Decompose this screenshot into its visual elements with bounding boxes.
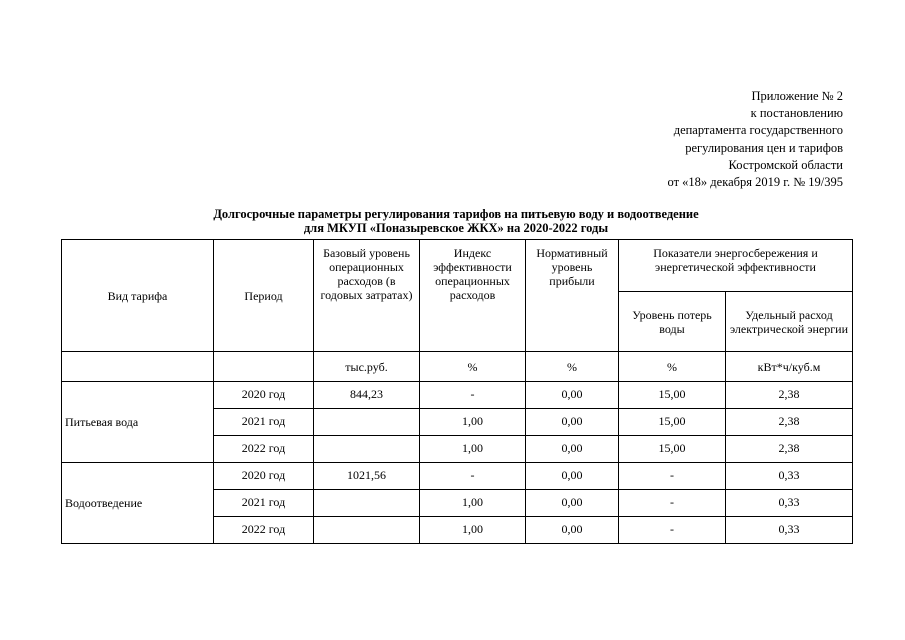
base-costs-cell bbox=[314, 490, 420, 517]
appendix-line: Приложение № 2 bbox=[751, 89, 843, 103]
normative-profit-cell: 0,00 bbox=[526, 409, 619, 436]
appendix-line: регулирования цен и тарифов bbox=[685, 140, 843, 155]
tariff-parameters-table bbox=[61, 239, 853, 544]
title-line: Долгосрочные параметры регулирования тарифов на питьевую воду и водоотведение bbox=[213, 207, 699, 221]
efficiency-index-cell: 1,00 bbox=[420, 436, 526, 463]
appendix-line: департамента государственного bbox=[673, 123, 843, 138]
normative-profit-cell: 0,00 bbox=[526, 490, 619, 517]
header-period: Период bbox=[214, 240, 314, 352]
tariff-type-cell: Питьевая вода bbox=[62, 382, 214, 463]
header-electricity: Удельный расход электрической энергии bbox=[726, 292, 853, 352]
base-costs-cell bbox=[314, 436, 420, 463]
header-normative-profit: Нормативный уровень прибыли bbox=[526, 240, 619, 352]
period-cell: 2022 год bbox=[214, 517, 314, 544]
appendix-line: к постановлению bbox=[750, 106, 843, 121]
period-cell: 2021 год bbox=[214, 409, 314, 436]
normative-profit-cell: 0,00 bbox=[526, 436, 619, 463]
period-cell: 2022 год bbox=[214, 436, 314, 463]
tariff-type-cell: Водоотведение bbox=[62, 463, 214, 544]
efficiency-index-cell: 1,00 bbox=[420, 490, 526, 517]
electricity-cell: 0,33 bbox=[726, 463, 853, 490]
header-base-costs: Базовый уровень операционных расходов (в годовых затратах) bbox=[314, 240, 420, 352]
water-loss-cell: - bbox=[619, 463, 726, 490]
efficiency-index-cell: - bbox=[420, 382, 526, 409]
unit-efficiency-index: % bbox=[420, 352, 526, 382]
water-loss-cell: 15,00 bbox=[619, 382, 726, 409]
appendix-line: от «18» декабря 2019 г. № 19/395 bbox=[667, 175, 843, 190]
appendix-line: Костромской области bbox=[728, 157, 843, 172]
water-loss-cell: - bbox=[619, 517, 726, 544]
table-row bbox=[62, 463, 853, 490]
unit-water-loss: % bbox=[619, 352, 726, 382]
unit-base-costs: тыс.руб. bbox=[314, 352, 420, 382]
unit-cell-empty bbox=[214, 352, 314, 382]
electricity-cell: 2,38 bbox=[726, 409, 853, 436]
title-line: для МКУП «Поназыревское ЖКХ» на 2020-2022 годы bbox=[303, 221, 609, 235]
period-cell: 2021 год bbox=[214, 490, 314, 517]
electricity-cell: 0,33 bbox=[726, 517, 853, 544]
efficiency-index-cell: 1,00 bbox=[420, 517, 526, 544]
base-costs-cell bbox=[314, 517, 420, 544]
header-efficiency-index: Индекс эффективности операционных расходов bbox=[420, 240, 526, 352]
header-energy-group: Показатели энергосбережения и энергетической эффективности bbox=[619, 240, 853, 292]
water-loss-cell: - bbox=[619, 490, 726, 517]
normative-profit-cell: 0,00 bbox=[526, 463, 619, 490]
appendix-block bbox=[668, 88, 844, 191]
period-cell: 2020 год bbox=[214, 382, 314, 409]
normative-profit-cell: 0,00 bbox=[526, 517, 619, 544]
unit-cell-empty bbox=[62, 352, 214, 382]
base-costs-cell: 1021,56 bbox=[314, 463, 420, 490]
table-row bbox=[62, 382, 853, 409]
header-tariff-type: Вид тарифа bbox=[62, 240, 214, 352]
unit-normative-profit: % bbox=[526, 352, 619, 382]
base-costs-cell bbox=[314, 409, 420, 436]
electricity-cell: 2,38 bbox=[726, 382, 853, 409]
normative-profit-cell: 0,00 bbox=[526, 382, 619, 409]
electricity-cell: 0,33 bbox=[726, 490, 853, 517]
water-loss-cell: 15,00 bbox=[619, 436, 726, 463]
document-title bbox=[60, 207, 852, 235]
electricity-cell: 2,38 bbox=[726, 436, 853, 463]
efficiency-index-cell: 1,00 bbox=[420, 409, 526, 436]
water-loss-cell: 15,00 bbox=[619, 409, 726, 436]
period-cell: 2020 год bbox=[214, 463, 314, 490]
header-water-loss: Уровень потерь воды bbox=[619, 292, 726, 352]
efficiency-index-cell: - bbox=[420, 463, 526, 490]
base-costs-cell: 844,23 bbox=[314, 382, 420, 409]
unit-electricity: кВт*ч/куб.м bbox=[726, 352, 853, 382]
